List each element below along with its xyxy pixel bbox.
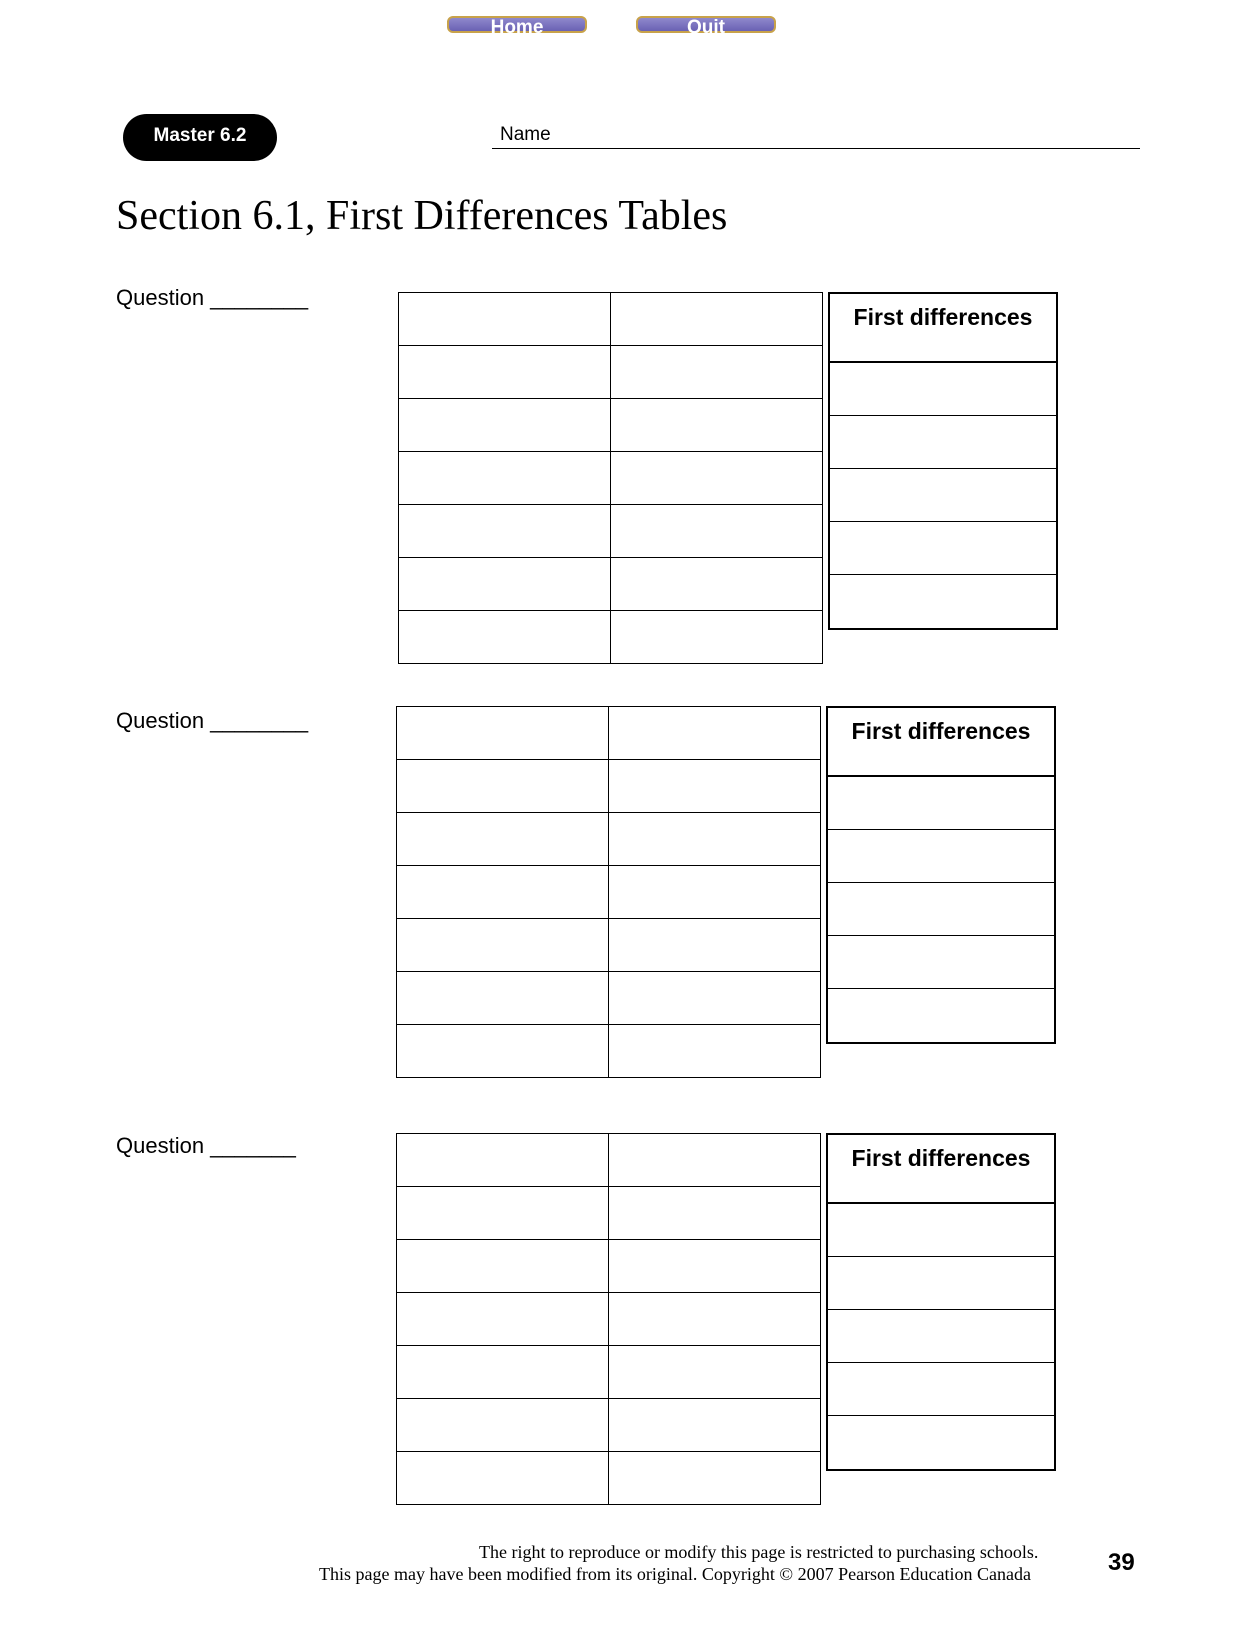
table-cell[interactable] — [397, 1134, 609, 1187]
diff-cell[interactable] — [828, 1204, 1054, 1257]
table-row — [397, 813, 821, 866]
table-row — [399, 452, 823, 505]
first-differences-header: First differences — [828, 708, 1054, 777]
table-cell[interactable] — [611, 399, 823, 452]
diff-cell[interactable] — [828, 1257, 1054, 1310]
first-differences-table — [828, 292, 1058, 630]
table-row — [399, 611, 823, 664]
table-cell[interactable] — [397, 707, 609, 760]
question-label: Question ________ — [116, 285, 309, 310]
table-cell[interactable] — [399, 505, 611, 558]
table-cell[interactable] — [397, 1025, 609, 1078]
table-row — [399, 346, 823, 399]
diff-cell[interactable] — [828, 1363, 1054, 1416]
table-cell[interactable] — [611, 611, 823, 664]
diff-cell[interactable] — [828, 1310, 1054, 1363]
home-button[interactable]: Home — [447, 16, 587, 33]
diff-cell[interactable] — [830, 363, 1056, 416]
table-cell[interactable] — [609, 1346, 821, 1399]
table-row — [397, 760, 821, 813]
table-row — [397, 707, 821, 760]
table-cell[interactable] — [397, 972, 609, 1025]
name-label: Name — [500, 124, 551, 145]
diff-cell[interactable] — [828, 777, 1054, 830]
footer-copyright: This page may have been modified from its original. Copyright © 2007 Pearson Education Canada — [319, 1564, 1032, 1584]
table-cell[interactable] — [397, 1293, 609, 1346]
table-cell[interactable] — [399, 293, 611, 346]
table-cell[interactable] — [609, 1293, 821, 1346]
first-differences-table — [826, 1133, 1056, 1471]
table-row — [397, 1346, 821, 1399]
table-cell[interactable] — [399, 558, 611, 611]
diff-cell[interactable] — [828, 936, 1054, 989]
table-row — [397, 1240, 821, 1293]
table-cell[interactable] — [611, 293, 823, 346]
table-row — [399, 558, 823, 611]
table-row — [397, 1187, 821, 1240]
table-cell[interactable] — [397, 1346, 609, 1399]
diff-cell[interactable] — [828, 830, 1054, 883]
table-cell[interactable] — [397, 866, 609, 919]
first-differences-table — [826, 706, 1056, 1044]
diff-cell[interactable] — [828, 989, 1054, 1042]
table-row — [397, 919, 821, 972]
table-cell[interactable] — [609, 1452, 821, 1505]
table-cell[interactable] — [609, 1025, 821, 1078]
table-cell[interactable] — [609, 1240, 821, 1293]
table-row — [397, 1399, 821, 1452]
table-cell[interactable] — [397, 1452, 609, 1505]
name-line — [492, 148, 1140, 149]
page-number: 39 — [1108, 1549, 1135, 1576]
table-cell[interactable] — [609, 760, 821, 813]
table-row — [399, 505, 823, 558]
question-label: Question _______ — [116, 1133, 296, 1158]
master-badge: Master 6.2 — [123, 114, 277, 161]
table-cell[interactable] — [397, 1399, 609, 1452]
table-row — [397, 866, 821, 919]
table-cell[interactable] — [397, 919, 609, 972]
quit-button[interactable]: Quit — [636, 16, 776, 33]
table-cell[interactable] — [609, 866, 821, 919]
table-row — [397, 1134, 821, 1187]
diff-cell[interactable] — [828, 883, 1054, 936]
table-cell[interactable] — [397, 1187, 609, 1240]
table-cell[interactable] — [611, 558, 823, 611]
table-row — [399, 399, 823, 452]
table-cell[interactable] — [609, 813, 821, 866]
table-cell[interactable] — [397, 813, 609, 866]
diff-cell[interactable] — [828, 1416, 1054, 1469]
table-cell[interactable] — [609, 1134, 821, 1187]
table-row — [399, 293, 823, 346]
table-cell[interactable] — [399, 346, 611, 399]
table-cell[interactable] — [399, 611, 611, 664]
table-cell[interactable] — [397, 760, 609, 813]
values-table — [396, 706, 821, 1078]
table-cell[interactable] — [397, 1240, 609, 1293]
diff-cell[interactable] — [830, 575, 1056, 628]
footer-rights-notice: The right to reproduce or modify this page is restricted to purchasing schools. — [479, 1542, 1039, 1562]
table-cell[interactable] — [609, 972, 821, 1025]
table-cell[interactable] — [399, 452, 611, 505]
values-table — [396, 1133, 821, 1505]
table-cell[interactable] — [609, 707, 821, 760]
diff-cell[interactable] — [830, 469, 1056, 522]
table-cell[interactable] — [609, 1187, 821, 1240]
first-differences-header: First differences — [830, 294, 1056, 363]
table-cell[interactable] — [611, 452, 823, 505]
values-table — [398, 292, 823, 664]
first-differences-header: First differences — [828, 1135, 1054, 1204]
table-row — [397, 1452, 821, 1505]
question-label: Question ________ — [116, 708, 309, 733]
diff-cell[interactable] — [830, 522, 1056, 575]
table-row — [397, 972, 821, 1025]
page-title: Section 6.1, First Differences Tables — [116, 193, 728, 239]
diff-cell[interactable] — [830, 416, 1056, 469]
table-cell[interactable] — [609, 919, 821, 972]
table-row — [397, 1025, 821, 1078]
table-cell[interactable] — [609, 1399, 821, 1452]
table-cell[interactable] — [611, 505, 823, 558]
table-row — [397, 1293, 821, 1346]
table-cell[interactable] — [611, 346, 823, 399]
table-cell[interactable] — [399, 399, 611, 452]
